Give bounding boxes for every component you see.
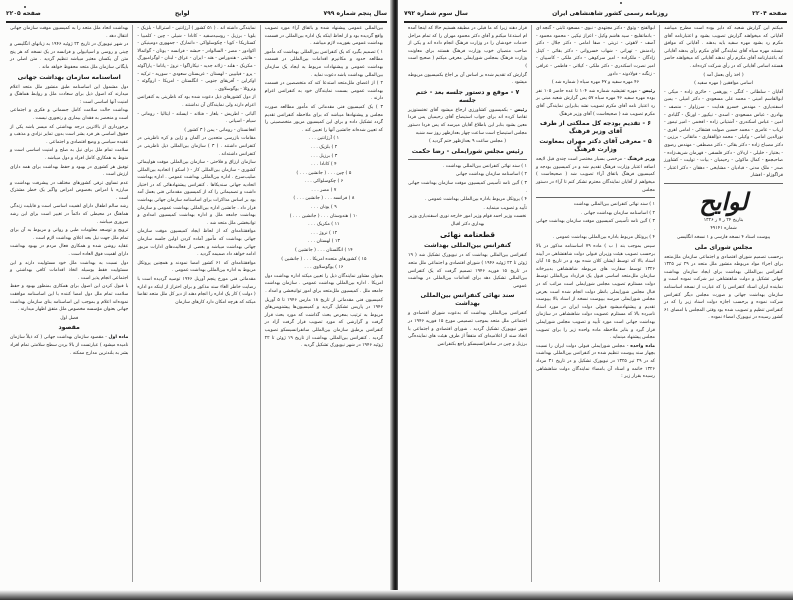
- doc-number: شماره ۴۹۱۴۱: [710, 226, 737, 232]
- country-list-item: ۳ ) برزیل . . .: [310, 153, 338, 159]
- paragraph: سپس بموجب بند ( ب ) ماده ۷۹ اساسنامه مذکور در بالا برحسب تصویب هیئت وزیران قبولی دولت شاهنشاهی در آیینه اسناد بالا که توسط ایشان کلان شده بود و در تاریخ ۱۵ آبان ۱۳۲۶ توسط سفارت های مربوطه شاهنشاهی بدبیرخانه سازمان ملل‌متحد اساسی قبول یک قرارداد بین‌المللی توسط دولت مستلزم تصویب مجلس شورایملی است مراتب که در قبال مجلس شورایملی بانظر دولت انجام شده است بعرض مجلس شورایملی میرسد بپیوست نسخه از اسناد بالا بپیوست تقدیم و پیشنهادمیشود قبولی دولت ایران در مورد اسناد نامبرده بالا که مستلزم عضویت دولت شاهنشاهی در سازمان بهداشت جهانی است مورد تأیید و تصویب مجلس شورایملی قرار گیرد و بنابر ملاحظه ماده واحده زیر را برای تصویب مجلس پیشنهاد مینماید .: [536, 244, 655, 341]
- country-list-item: ۹ ) یونان . . .: [311, 205, 337, 211]
- article-lead: ماده واحده: [630, 343, 655, 349]
- paragraph: توفیق هر کشوری در بهبود و حفظ بهداشت برای همه دارای ارزش است .: [10, 164, 129, 178]
- scan-bottom-edge: [0, 590, 793, 600]
- reference-item: ۱ ) سند نهائی کنفرانس بین‌المللی بهداشت: [573, 202, 655, 208]
- signers: نخست وزیر احمد قوام وزیر امور خارجه نوری اسفندیاری وزیر بهداری دکتر اقبال: [408, 214, 527, 227]
- speaker-lead: وزیر فرهنگ: [627, 157, 655, 163]
- paragraph: افغانستان - رومانی - یمن ( ۳ کشور ): [184, 127, 256, 133]
- paragraph: ۱ ) تصمیم بگیرد که یک کنفرانس بین‌المللی بهداشت که مأمور مطالعه حدود و مکانیزم اقدامات بین‌المللی در قسمت بهداشت عمومی و پیشنهادات مربوط به ایجاد یک سازمان بین‌المللی بهداشت باشد دعوت نماید .: [264, 49, 383, 78]
- left-col-3: [6, 25, 132, 582]
- paragraph: کمیسیون فنی مقدماتی از تاریخ ۱۸ مارس ۱۹۴۶ تا ۵ آوریل ۱۹۴۶ در پاریس تشکیل گردید و کمیسیون‌ها پیشنویس‌های مربوط به ترتیب بمعرض بحث گذاشت که مورد بحث قرار گرفت و گزارشی که مورد تصویب قرار گرفت آزاد در کنفرانس برطبق سازمان بین‌المللی سانفرانسیسکو تصویب گردید . کنفرانس بین‌المللی بهداشت از تاریخ ۱۹ ژوئن تا ۲۲ ژوئیه ۱۹۴۶ در شهر نیویورک تشکیل گردید .: [264, 297, 384, 349]
- paragraph: بعنوان مشاور نمایندگان ذیل را تعیین میکند اداره بهداشت دول امریکا . اداره بین‌المللی بهداشت عمومی . سازمان بهداشت جامعه ملل . کمیسیون ملل‌متحد برای امور توانبخشی و امداد .: [264, 273, 383, 294]
- right-columns: [404, 25, 787, 582]
- left-page-header: [6, 6, 387, 20]
- divider: [664, 183, 783, 184]
- addressee: مجلس شورای ملی: [694, 243, 753, 251]
- adjourn-note: ( مجلس ساعت ۹ بعدازظهر ختم گردید ): [428, 139, 507, 145]
- reference-item: ۲ ) اساسنامه سازمان بهداشت جهانی: [455, 172, 527, 178]
- reference-item: ۳ ) آئین نامه تأسیس کمیسیون موقت سازمان بهداشت جهانی .: [408, 180, 527, 194]
- section-heading: اساسنامه سازمان بهداشت جهانی: [17, 73, 121, 81]
- country-list-item: ۶ ) چکوسلواکی . . .: [304, 179, 344, 185]
- paragraph: عقاید روشن شده و همکاری فعال مردم در بهبود بهداشت دارای اهمیت فوق العاده است .: [10, 244, 129, 258]
- paragraph: در شهر نیویورک در تاریخ ۲۲ ژوئیه ۱۹۴۶ به زبانهای انگلیسی و چینی و روسی و اسپانیولی و فرانسه در یک نسخه که هر پنج متن آن یکسان معتبر میباشد تنظیم گردید . متن اصلی در بایگانی سازمان ملل متحد محفوظ خواهد ماند .: [10, 42, 129, 70]
- reference-item: ۳ ) آئین نامه تأسیس کمیسیون موقت سازمان بهداشت جهانی .: [536, 219, 655, 232]
- speech-text: - مهره تفتیشیه شماره شد ۱۰۴ تا عده حاضر ۱۰۵ نفر بوده مهره سفید ۴۶ مهره سیاه ۵۷ پس گزارش شعبه مبنی بر رد اعتبار نامه آقای مکرم تصویب نشد بنابراین نمایندگی آقای مکرم تصویب شد ( صحیحاست ) آقای وزیر فرهنگ: [536, 88, 655, 117]
- paragraph: موافقتنامه‌ای که از لحاظ ایجاد کمیسیون موقت سازمان جهانی بهداشت که مأمور آماده کردن اولین جلسه سازمان جهانی بهداشت میباشد و بعضی از فعالیت‌های ادارات مزبور ادامه خواهد داد ضمیمه گردید .: [137, 229, 256, 258]
- doc-date: بتاریخ ۲۴ ر ۷ ر ۱۳۲۶: [703, 217, 744, 223]
- agenda-heading: ۷ - موقع و دستور جلسه بعد - ختم جلسه: [415, 88, 520, 104]
- paragraph: مقامات بازرسی متحدین در آلمان و ژاپن و کره ناظرینی در کنفرانس داشتند . ( ۳ ) سازمان بین‌المللی ذیل ناظرینی در کنفرانس داشته‌اند .: [137, 136, 256, 157]
- chapter-title: مقصود: [58, 324, 80, 332]
- country-list-item: ۴ ) کانادا . . .: [311, 162, 337, 168]
- paragraph: کنفرانس بین‌المللی بهداشت که بدعوت شورای اقتصادی و اجتماعی ملل متحد بموجب تصمیمی مورخ ۱۵ فوریه ۱۹۴۶ در شهر نیویورک تشکیل گردید . شورای اقتصادی و اجتماعی با اتخاذ سند از اعلامیه‌ای که متفقاً از طرف هیئت های نماینده‌گی برزیل و چین در سانفرانسیسکو راجع بکنفرانس: [408, 311, 527, 347]
- names-list: ابوالفتح - وثوق - دکتر مجتهدی - نبوی - مسعود ثابتی - گنجه ای - بانماتقلیچ - سید هاشم وکیل - اعزاز نیکپی - محمود محمود - آصف - لاهوتی - تربتی - صفا امامی - دکتر جلال - دکتر رادمنش - تهرانی - شهاب خسروانی - دکتر بقائی - کپتل زادگان - ملکزاده - امیر سرکوهی - دکتر ملکی - کاسپیان - امیر نصرت اسکندری - دکتر ملکی - کیلانی - فاطمی - عراقی - زنگنه - فولادوند - دادور: [536, 26, 655, 77]
- right-page-header: [404, 6, 787, 20]
- reference-item: ۲ ) اساسنامه سازمان بهداشت جهانی .: [580, 210, 655, 216]
- paragraph: برحسب تصمیم شورای اقتصادی و اجتماعی سازمان ملل‌متحد برای اجراء مواد مربوطه منشور ملل متحد در ۲۹ تیر ۱۳۲۵ کنفرانس بین‌المللی بهداشت برای ایجاد سازمان بهداشت جهانی تشکیل و دولت شاهنشاهی نیز شرکت نموده است و نماینده ایران اسناد کنفرانس را که عبارت از نسخه اساسنامه سازمان بهداشت جهانی و صورت مجلس دیگر کنفرانس شرکت نموده و برحسب اجازه دولت اسناد زیر را که در کنفرانس تنظیم و تصویب شده بود وقتی المجلس با امضای ۶۱ کشور رسیده در نیویورک امضاء نموده .: [664, 254, 783, 321]
- paragraph: رشد سالم اطفال دارای اهمیت اساسی است و قابلیت زندگی هماهنگ در محیطی که دائماً در تغییر است برای این رشد ضروری میباشد .: [10, 204, 129, 225]
- section-subtitle: کنفرانس بین‌المللی بهداشت: [424, 242, 511, 250]
- vote-note: ۴۶ مهره سفید و ۴۷ مهره سیاه ( شماره شد ): [551, 80, 640, 86]
- paragraph: ۲ ) از اعضای ملل‌متحد استدعا کند که متخصصین در قسمت بهداشت عمومی بسمت نمایندگان خود به کنفرانس اعزام دارند .: [264, 81, 383, 102]
- reference-item: ۴ ) پروتکل مربوط باداره بین‌المللی بهداشت عمومی .: [552, 235, 655, 241]
- paragraph: ( اخذ رأی بعمل آمد ): [703, 72, 744, 78]
- paragraph: ترویج و توسعه معلومات طبی و روانی و مربوط به آن برای تمام ملل جهت نیل بحد اعلای بهداشت لازم است .: [10, 228, 129, 241]
- country-list-item: ۱۲ ) نروژ . . .: [310, 230, 338, 236]
- right-col-3: [404, 25, 531, 582]
- country-list-item: ۱۳ ) لهستان . . .: [307, 239, 340, 245]
- paragraph: سلامت تمام ملل برای نیل به صلح و امنیت اساسی است و منوط به همکاری کامل افراد و دول میباشد .: [10, 148, 129, 161]
- paragraph: ۳ ) یک کمیسیون فنی مقدماتی که مأمور مطالعه صورت مجلس و پیشنهادها میباشد که برای ملاحظه کنفرانس تقدیم گردد تشکیل داده و برای این کمیسیون مزبور متخصصینی را که تعیین شده‌اند جانشین آنها را تعیین کند .: [264, 104, 383, 133]
- country-list-item: ۱۵ ) کشورهای متحده امریکا . . . ( جانشین ): [281, 256, 367, 262]
- agenda-heading: ۵ - معرفی آقای دکتر مهران بمعاونت وزارت فرهنگ: [539, 138, 652, 154]
- header-rule: [404, 21, 787, 23]
- right-header-title: روزنامه رسمی کشور شاهنشاهی ایران: [552, 9, 668, 17]
- names-list: آقایان - سلطانی - کنگی - پورهمی - حائری زاده - میکی - ابوالقاسم امینی - محمد علی مسعودی - دکتر امیلی - یمین اسفندیاری - مهندس خسرو هدایت - سرزاوار - منصف - بهادری - عباس مسعودی - اسدی - نیکپور - اورنگ - گلبادی - امین - عباس اسکندری - آشتیانی زاده - افخمی - امیر تیمور - ارباب - عامری - محمد حسین صولت قشقائی - امامی اهری - نورالدین امامی - وکیلی - محمد ذوالفقاری - مانقانی - برزین - دکتر مصباح زاده - دکتر بقائی - دکتر مصطفی - مهندس رضوی - بختیار - خلیلی - اردلان - دکتر فلسفی - قهرمان شریف‌زاده - صاحبجمع - کمال ماکوئی - رحیمیان - بیات - تولیت - کشاورز صدر - ملک مدنی - قبادیان - مشایخی - دهقان - دکتر اعتبار - قراگوزلو - افشار: [664, 89, 783, 179]
- left-page: [0, 0, 393, 600]
- paragraph: آلبانی - اطریش - بلغار - فنلاند - ایسلند - ایتالیا - رومانی - سیام - اسپانی .: [137, 111, 256, 125]
- country-list-item: ۱۶ ) یوگوسلاوی . . .: [304, 265, 344, 271]
- paragraph: اسامی موافقین ( مهره سفید ): [694, 81, 753, 87]
- article-text: - مقصود سازمان بهداشت جهانی ( که ذیلاً سازمان نامیده میشود ) عبارتست از بالا بردن سطح سلامتی تمام افراد بشر به بلندترین مدارج ممکنه .: [10, 335, 129, 356]
- chapter-label: فصل اول: [60, 315, 79, 321]
- lavayeh-logo: لوایح: [699, 186, 748, 216]
- paragraph: گزارش که تقدیم شده بر اساس آن بر اجاع بکمیسیون مربوطه میشود .: [408, 72, 527, 86]
- paragraph: نمایندگی داشته اند . ( ۵۱ کشور ) آرژانتین - استرالیا - بلژیک - بلویا - برزیل - روسیه‌سفید - کانادا - شیلی - چین - کلمبیا - کستاریکا - کوبا - چکوسلواکی - دانمارک - جمهوری دومینیکن - اکوادور - مصر - السالوادر - حبشه - فرانسه - یونان - گواتمالا - هائیتی - هندوراس - هند - ایران - عراق - لبنان - لوگزامبورگ - مکزیک - هلند - زلاند جدید - نیکاراگوا - نروژ - پاناما - پاراگوئه - پرو - فیلیپین - لهستان - عربستان سعودی - سوریه - ترکیه - اوکراین - آفریقای جنوبی - انگلستان - امریکا - اروگوئه - ونزوئلا - یوگوسلاوی .: [137, 26, 256, 92]
- left-col-1: [260, 25, 387, 582]
- left-columns: [6, 25, 387, 582]
- country-list-item: ۵ ) چین . . . ( جانشین . . . ): [296, 170, 352, 176]
- agenda-heading: ۶ - تقدیم بودجه کل مملکتی از طرف آقای وزیر فرهنگ: [539, 120, 652, 136]
- right-header-page: صفحه ۲۲۰۴: [752, 9, 787, 17]
- paragraph: تأیید و تصویب مینماید .: [483, 205, 527, 211]
- header-rule: [6, 21, 387, 23]
- paragraph: بهداشت اتحاد ملل متحد را به کمیسیون موقت سازمان جهانی انتقال دهد .: [10, 26, 129, 39]
- speech-text: - مرخصی بسیار مختصر است چندی قبل لایحه اضافه اعتبار وزارت فرهنگ تقدیم شد و در کمیسیون بودجه و کمیسیون فرهنگ باتفاق آراء تصویب شد ( صحیحاست ) میخواهم از آقایان نمایندگان محترم تشکر کنم تا آراء در دستور مجلس: [536, 157, 655, 193]
- country-list-item: ۲ ) بلژیک . . .: [310, 144, 338, 150]
- speaker-lead: رئیس: [514, 107, 527, 113]
- scan-speck: [24, 6, 26, 8]
- paragraph: دول نسبت به بهداشت ملل خود مسئولیت دارند و این مسئولیت فقط بوسیله اتخاذ اقدامات کافی بهداشتی و اجتماعی انجام پذیر است .: [10, 260, 129, 281]
- article-text: - مجلس شورایملی قبولی دولت ایران را نسبت بچهار سند پیوست تنظیم شده در کنفرانس بین‌المللی بهداشت که در ۲۹ تیر ۱۳۲۵ در نیویورک تشکیل و در تاریخ ۳۱ مرداد ۱۳۲۶ خاتمه و اسناد آن بامضاء نمایندگان دولت شاهنشاهی رسیده بقرار زیر :: [536, 343, 655, 380]
- paragraph: دول مشمول این اساسنامه طبق منشور ملل متحد اعلام میدارند که اصول ذیل برای سعادت ملل و روابط هماهنگ و امنیت آنها اساسی است :: [10, 84, 129, 105]
- paragraph: مقدماتی فنی مورخ پنجم آوریل ۱۹۴۶ توصیه گردیده است با رضایت خاطر الغاء سند مذکور و برای احتراز از اینکه دو اداره ( دولت ) کار یک اداره را انجام دهند از دیر کل ملل متحد تقاضا میکند که هرچه امکان دارد کارهای سازمان: [137, 277, 256, 305]
- left-col-2: [132, 25, 259, 582]
- section-title: قطعنامه نهائی: [439, 230, 496, 240]
- paragraph: میکنم این گزارش شعبه که دایر بوده است مطرح میباشد آقایانی که میخواهند گزارش تصویب بشود و اعتبارنامه آقای مکرم رد بشود مهره سفید باید بدهند . آقایانی که موافق نیستند مهره سیاه آقای نمایندگی آقای مکرم رأی بدهند آقایانی که باعتبارنامه آقای مکرم رأی ندهند آقایانی که میخواهند حاضر هستند اسامی آقایانی که در رأی شرکت کرده‌اند .: [664, 26, 783, 69]
- right-col-1: [659, 25, 787, 582]
- right-page: [398, 0, 793, 600]
- reference-item: ۱ ) سند نهائی کنفرانس بین‌المللی بهداشت .: [442, 163, 527, 169]
- left-header-page: صفحه ۲۲۰۵: [6, 9, 41, 17]
- right-header-issue: سال سوم شماره ۷۹۲: [404, 9, 468, 17]
- country-list-item: ۱ ) آرژانتین . . .: [308, 136, 340, 142]
- doc-attachment: پیوست اسناد ۴ نسخه فارسی و ۱ نسخه انگلیسی: [676, 235, 771, 241]
- speech-text: - بکمیسیون کشاورزی ارجاع میشود آقای تختستوزیر تقاضا کرده اند برای جواب استیضاح آقای رحیمیان پس فردا معین بشود بنابر این باطلاع آقایان میرسد که پس فردا دستور مجلس استیضاح است ساعت چهار بعدازظهر روز سه شنبه: [408, 107, 527, 136]
- paragraph: موافقتنامه‌ای که ۶۱ کشور امضا نمودند و همچنین پروتکل مربوط به اداره بین‌المللی بهداشت عمومی .: [137, 260, 256, 274]
- right-col-2: [531, 25, 659, 582]
- left-header-issue: سال پنجم شماره ۷۹۹: [323, 9, 387, 17]
- paragraph: کنفرانس بین‌المللی بهداشت که در نیویورک تشکیل شد ( ۱۹ ژوئن تا ۲۲ ژوئیه ۱۹۴۶ ) شورای اقتصادی و اجتماعی ملل متحد در تاریخ ۱۵ فوریه ۱۹۴۶ تصمیم گرفت که یک کنفرانس بین‌المللی تشکیل دهد برای اقدامات بین‌المللی در بهداشت عمومی: [408, 253, 528, 289]
- reference-item: ۴ ) پروتکل مربوط باداره بین‌المللی بهداشت عمومی .: [424, 197, 527, 203]
- paragraph: برخورداری از بالاترین درجه بهداشتی که میسر باشد یکی از حقوق اساسی هر فرد بشر است بدون تمایز نژادی و مذهب و عقیده سیاسی و وضع اقتصادی و اجتماعی .: [10, 124, 129, 145]
- country-list-item: ۱۱ ) مکزیک . . .: [308, 222, 340, 228]
- speaker-lead: رئیس: [642, 88, 655, 94]
- left-header-section: لوایح: [174, 9, 190, 17]
- country-list-item: ۷ ) مصر . . .: [311, 187, 337, 193]
- divider: [536, 197, 655, 198]
- section-title: سند نهائی کنفرانس بین‌المللی بهداشت: [420, 292, 515, 308]
- divider: [408, 159, 527, 160]
- paragraph: بهداشت حالت سلامت کامل جسمانی و فکری و اجتماعی است و منحصر به فقدان بیماری و رنجوری نیست .: [10, 108, 129, 121]
- country-list-item: ۸ ) فرانسه . . . ( جانشین . . . ): [293, 196, 355, 202]
- paragraph: از دول کشورهای ذیل دعوت شده بود که ناظرینی به کنفرانس اعزام دارند ولی نمایندگان آن نداشتند .: [137, 95, 256, 108]
- paragraph: سازمان ارزاق و فلاحتی - سازمان بین‌المللی موقت هواپیمائی کشوری - سازمان بین‌المللی کار - ( اسکو ) اتحادیه بین‌المللی صلیب‌سرخ . اداره بین‌المللی بهداشت عمومی . اداره بهداشت اتحادیه جهانی سندیکاها . کنفرانس پیشنهادهائی که در اختیار داشت و تصمیماتی را که از کمیسیون مقدماتی فنی بعمل آمد بود بر اساس مذاکرات برای اساسنامه سازمان جهانی بهداشت قرار داد . جانشین اداره بین‌المللی بهداشت عمومی و سازمان بهداشت جامعه ملل و اداره بهداشت کمیسیون امدادی و توانبخشی ملل متحد شد .: [137, 160, 256, 226]
- signature: رئیس مجلس شورایملی - رضا حکمت: [411, 147, 524, 155]
- paragraph: بین‌المللی عمومی پیشنهاد شده و باتفاق آراء مورد تصویب واقع گردیده بود و از لحاظ اینکه یک اداره بین‌المللی در قسمت بهداشت عمومی بفوریت لازم میباشد .: [264, 26, 383, 47]
- country-list-item: ۱۴ ) انگلستان . . . ( جانشین ): [294, 248, 353, 254]
- article-lead: ماده اول: [108, 335, 129, 341]
- country-list-item: ۱۰ ) هندوستان . . . ( جانشین . . . ): [289, 213, 358, 219]
- scan-speck: [620, 2, 622, 4]
- paragraph: با قبول کردن این اصول برای همکاری بمنظور بهبود و حفظ سلامت تمام ملل دول امضا کننده با این اساسنامه موافقت نموده‌اند اعلام و بموجب این اساسنامه بنای سازمان بهداشت جهانی بعنوان مؤسسه مخصوص ملل متفق اظهار میدارند .: [10, 284, 129, 313]
- paragraph: عدم تساوی ترقی کشورهای مختلف در پیشرفت بهداشت و مبارزه با امراض بخصوص امراض واگیر یک خطر مشترک است .: [10, 180, 129, 201]
- paragraph: قرار دهند زیرا که ما قبلی در مطبقه هستیم حالا که اینجا آمده ام استدعا میکنم و آقای دکتر محمود مهران را که تمام مراحل خدمات خودشان را در وزارت فرهنگ انجام داده اند و یکی از صاحب منصبان خوب وزارت فرهنگ هستند برای معاونت وزارت فرهنگ بمجلس شورایملی معرفی میکنم ( صحیح است ): [408, 26, 527, 69]
